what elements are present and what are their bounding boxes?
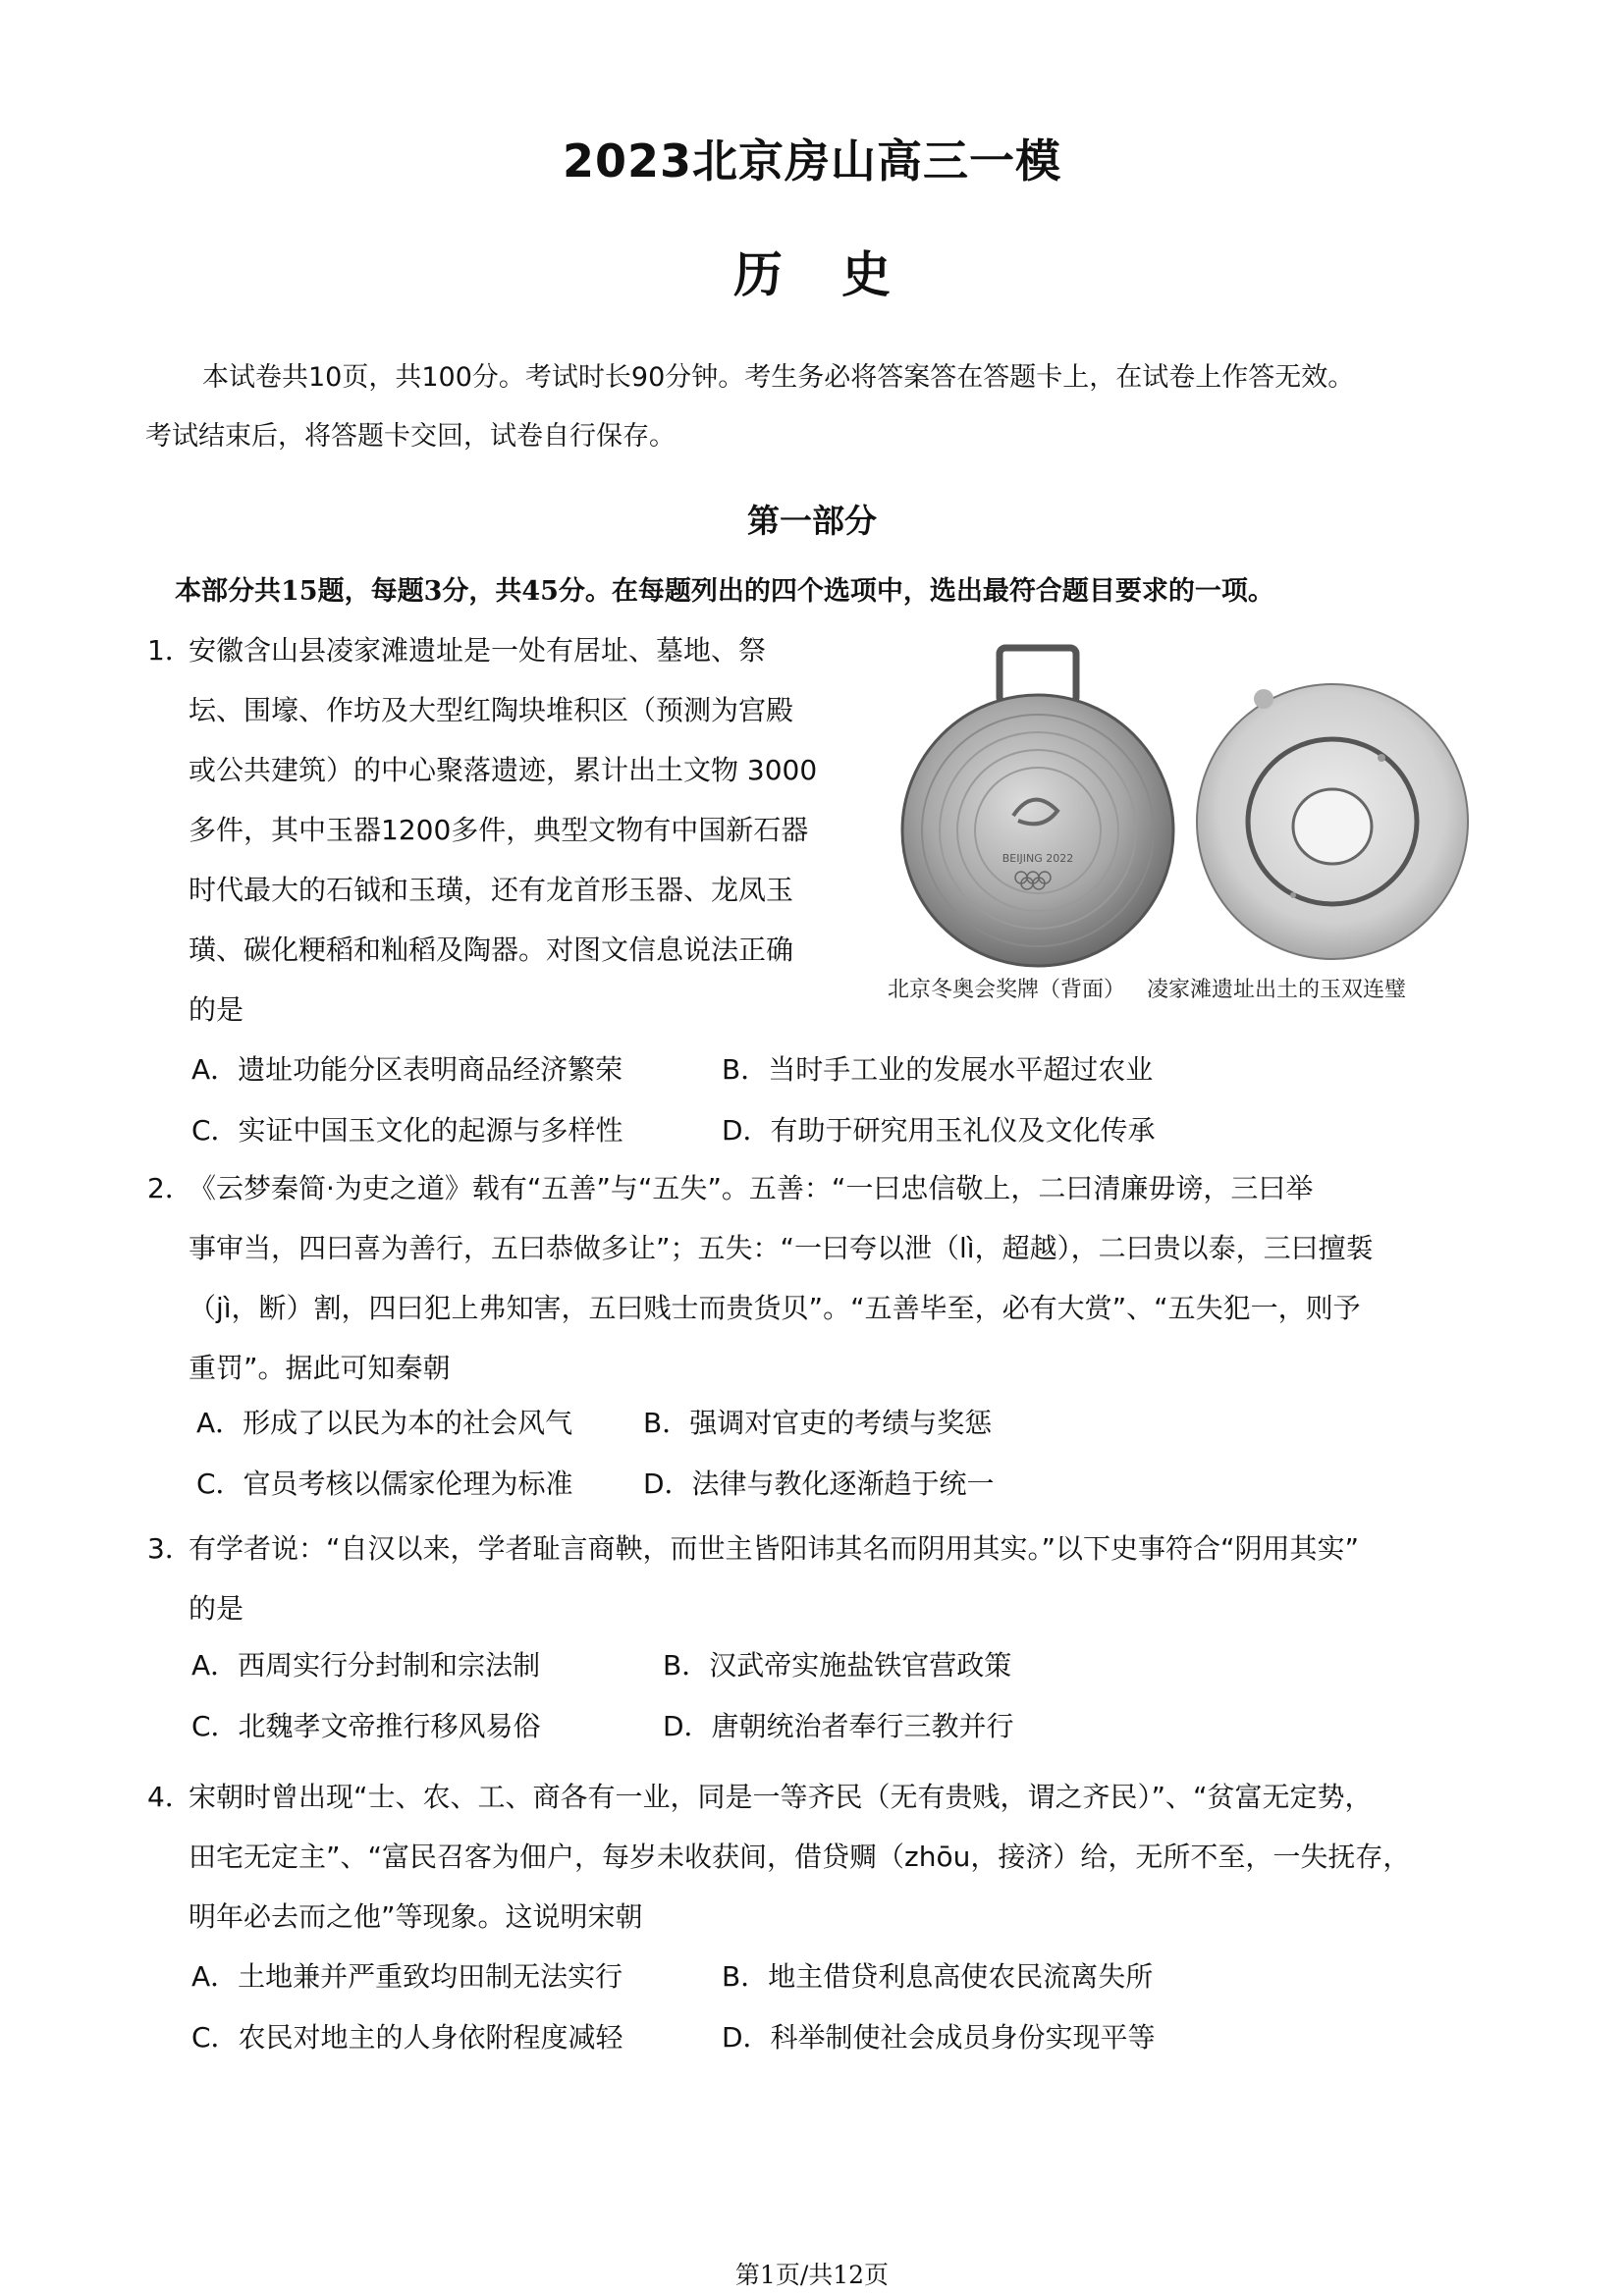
instructions-line-1: 本试卷共10页，共100分。考试时长90分钟。考生务必将答案答在答题卡上，在试卷上作答无效。 bbox=[202, 362, 1355, 393]
caption-jade: 凌家滩遗址出土的玉双连璧 bbox=[1147, 978, 1407, 1002]
question-2 bbox=[147, 1158, 1522, 1398]
medal-image bbox=[895, 644, 1180, 972]
question-3 bbox=[147, 1519, 1522, 1638]
stem-line: 璜、碳化粳稻和籼稻及陶器。对图文信息说法正确 bbox=[189, 934, 794, 966]
stem-line: 安徽含山县凌家滩遗址是一处有居址、墓地、祭 bbox=[189, 634, 767, 667]
question-number: 2． bbox=[147, 1172, 192, 1204]
stem-line: 宋朝时曾出现“士、农、工、商各有一业，同是一等齐民（无有贵贱，谓之齐民）”、“贫富无定势， bbox=[189, 1781, 1373, 1813]
question-2-options bbox=[196, 1402, 1473, 1520]
part-title: 第一部分 bbox=[747, 502, 877, 540]
option-b[interactable]: B．地主借贷利息高使农民流离失所 bbox=[722, 1960, 1154, 1993]
figure-caption bbox=[888, 973, 1487, 1003]
option-c[interactable]: C．官员考核以儒家伦理为标准 bbox=[196, 1468, 573, 1500]
instructions-line-2: 考试结束后，将答题卡交回，试卷自行保存。 bbox=[145, 421, 676, 452]
option-d[interactable]: D．法律与教化逐渐趋于统一 bbox=[643, 1468, 995, 1500]
exam-instructions bbox=[145, 348, 1490, 466]
stem-line: 明年必去而之他”等现象。这说明宋朝 bbox=[189, 1900, 643, 1933]
svg-text:BEIJING 2022: BEIJING 2022 bbox=[1001, 852, 1074, 865]
caption-medal: 北京冬奥会奖牌（背面） bbox=[888, 978, 1126, 1002]
option-b[interactable]: B．汉武帝实施盐铁官营政策 bbox=[663, 1649, 1012, 1682]
option-d[interactable]: D．科举制使社会成员身份实现平等 bbox=[722, 2021, 1156, 2054]
option-c[interactable]: C．北魏孝文帝推行移风易俗 bbox=[191, 1710, 541, 1742]
jade-disc-image bbox=[1185, 669, 1480, 968]
part-description: 本部分共15题，每题3分，共45分。在每题列出的四个选项中，选出最符合题目要求的一项。 bbox=[175, 576, 1274, 607]
stem-line: 事审当，四曰喜为善行，五曰恭做多让”；五失：“一曰夸以泄（lì，超越），二曰贵以泰，三曰擅裚 bbox=[189, 1232, 1374, 1264]
question-number: 4． bbox=[147, 1781, 192, 1813]
option-a[interactable]: A．遗址功能分区表明商品经济繁荣 bbox=[191, 1053, 623, 1086]
stem-line: （jì，断）割，四曰犯上弗知害，五曰贱士而贵货贝”。“五善毕至，必有大赏”、“五失犯一，则予 bbox=[189, 1292, 1361, 1324]
option-b[interactable]: B．当时手工业的发展水平超过农业 bbox=[722, 1053, 1154, 1086]
stem-line: 的是 bbox=[189, 1592, 244, 1625]
option-b[interactable]: B．强调对官吏的考绩与奖惩 bbox=[643, 1407, 993, 1439]
question-number: 3． bbox=[147, 1532, 192, 1565]
question-stem bbox=[147, 1519, 1522, 1638]
option-a[interactable]: A．形成了以民为本的社会风气 bbox=[196, 1407, 573, 1439]
stem-line: 的是 bbox=[189, 993, 244, 1026]
question-1 bbox=[147, 620, 854, 1040]
stem-line: 有学者说：“自汉以来，学者耻言商鞅，而世主皆阳讳其名而阴用其实。”以下史事符合“阴用其实” bbox=[189, 1532, 1360, 1565]
question-number: 1． bbox=[147, 634, 192, 667]
page-footer: 第1页/共12页 bbox=[734, 2261, 890, 2289]
question-4 bbox=[147, 1767, 1522, 1947]
option-c[interactable]: C．农民对地主的人身依附程度减轻 bbox=[191, 2021, 623, 2054]
subject-title: 历史 bbox=[733, 246, 949, 303]
option-a[interactable]: A．土地兼并严重致均田制无法实行 bbox=[191, 1960, 623, 1993]
option-d[interactable]: D．唐朝统治者奉行三教并行 bbox=[663, 1710, 1014, 1742]
question-stem bbox=[147, 1158, 1522, 1398]
exam-title: 2023北京房山高三一模 bbox=[562, 134, 1062, 187]
option-a[interactable]: A．西周实行分封制和宗法制 bbox=[191, 1649, 541, 1682]
stem-line: 或公共建筑）的中心聚落遗迹，累计出土文物 3000 bbox=[189, 754, 818, 786]
question-stem bbox=[147, 1767, 1522, 1947]
question-stem bbox=[147, 620, 854, 1040]
question-1-options bbox=[191, 1048, 1468, 1166]
question-4-options bbox=[191, 1955, 1468, 2073]
stem-line: 重罚”。据此可知秦朝 bbox=[189, 1352, 451, 1384]
option-c[interactable]: C．实证中国玉文化的起源与多样性 bbox=[191, 1114, 623, 1147]
question-3-options bbox=[191, 1644, 1468, 1762]
stem-line: 《云梦秦简·为吏之道》载有“五善”与“五失”。五善：“一曰忠信敬上，二曰清廉毋谤，三曰举 bbox=[189, 1172, 1314, 1204]
stem-line: 时代最大的石钺和玉璜，还有龙首形玉器、龙凤玉 bbox=[189, 874, 794, 906]
stem-line: 田宅无定主”、“富民召客为佃户，每岁未收获间，借贷赒（zhōu，接济）给，无所不至，一失抚存， bbox=[189, 1841, 1411, 1873]
stem-line: 多件，其中玉器1200多件，典型文物有中国新石器 bbox=[189, 814, 809, 846]
option-d[interactable]: D．有助于研究用玉礼仪及文化传承 bbox=[722, 1114, 1156, 1147]
stem-line: 坛、围壕、作坊及大型红陶块堆积区（预测为宫殿 bbox=[189, 694, 794, 726]
